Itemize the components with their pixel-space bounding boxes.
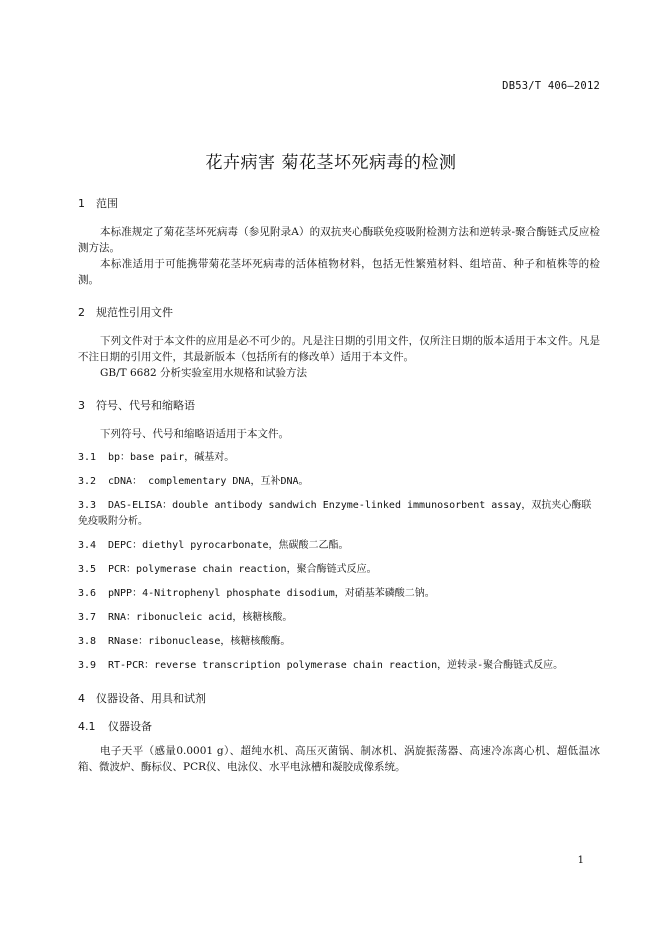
page-title: 花卉病害 菊花茎坏死病毒的检测 — [205, 153, 457, 173]
definition-item: 3.3 DAS-ELISA：double antibody sandwich Enzyme-linked immunosorbent assay，双抗夹心酶联免疫吸附分析。 — [78, 500, 592, 527]
section-1-paragraph: 本标准规定了菊花茎坏死病毒（参见附录A）的双抗夹心酶联免疫吸附检测方法和逆转录-聚合酶链式反应检测方法。 — [78, 226, 600, 254]
definition-item: 3.2 cDNA： complementary DNA，互补DNA。 — [78, 476, 309, 487]
document-body — [78, 196, 600, 775]
section-3-intro: 下列符号、代号和缩略语适用于本文件。 — [100, 428, 289, 440]
section-4-heading: 4 仪器设备、用具和试剂 — [78, 692, 206, 705]
definition-item: 3.8 RNase：ribonuclease，核糖核酸酶。 — [78, 636, 291, 647]
section-2-paragraph: 下列文件对于本文件的应用是必不可少的。凡是注日期的引用文件，仅所注日期的版本适用于本文件。凡是不注日期的引用文件，其最新版本（包括所有的修改单）适用于本文件。 — [78, 335, 600, 363]
definition-item: 3.6 pNPP：4-Nitrophenyl phosphate disodium，对硝基苯磷酸二钠。 — [78, 588, 435, 599]
definition-item: 3.5 PCR：polymerase chain reaction，聚合酶链式反应。 — [78, 564, 377, 575]
definition-item: 3.4 DEPC：diethyl pyrocarbonate，焦碳酸二乙酯。 — [78, 540, 349, 551]
section-1-paragraph: 本标准适用于可能携带菊花茎坏死病毒的活体植物材料，包括无性繁殖材料、组培苗、种子和植株等的检测。 — [78, 258, 600, 286]
definition-item: 3.9 RT-PCR：reverse transcription polymerase chain reaction，逆转录-聚合酶链式反应。 — [78, 660, 564, 671]
definition-item: 3.7 RNA：ribonucleic acid，核糖核酸。 — [78, 612, 293, 623]
standard-code: DB53/T 406—2012 — [502, 80, 600, 92]
subsection-4-1-heading: 4.1 仪器设备 — [78, 720, 152, 733]
subsection-4-1-paragraph: 电子天平（感量0.0001 g）、超纯水机、高压灭菌锅、制冰机、涡旋振荡器、高速冷冻离心机、超低温冰箱、微波炉、酶标仪、PCR仪、电泳仪、水平电泳槽和凝胶成像系统。 — [78, 745, 600, 773]
definition-item: 3.1 bp：base pair，碱基对。 — [78, 452, 235, 463]
section-1-heading: 1 范围 — [78, 197, 118, 210]
section-2-heading: 2 规范性引用文件 — [78, 306, 173, 319]
section-3-heading: 3 符号、代号和缩略语 — [78, 399, 195, 412]
normative-reference: GB/T 6682 分析实验室用水规格和试验方法 — [100, 367, 308, 379]
page-number: 1 — [577, 855, 584, 866]
